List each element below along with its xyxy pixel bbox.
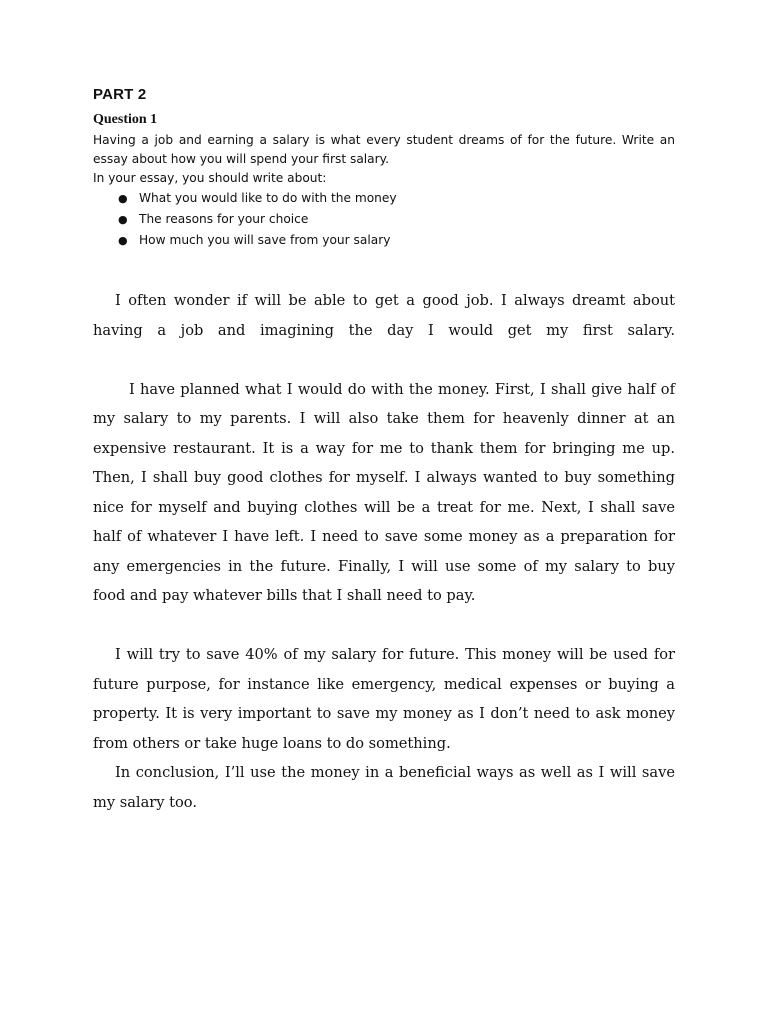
essay-paragraph-saving: I will try to save 40% of my salary for future. This money will be used for future purpose, for instance like emergency, medical expenses or buying a property. It is very important to save my money as I don’t need to ask money from others or take huge loans to do something. [93, 646, 675, 752]
essay-paragraph-spending: I have planned what I would do with the money. First, I shall give half of my salary to my parents. I will also take them for heavenly dinner at an expensive restaurant. It is a way for me to thank them for bringing me up. Then, I shall buy good clothes for myself. I always wanted to buy something nice for myself and buying clothes will be a treat for me. Next, I shall save half of whatever I have left. I need to save some money as a preparation for any emergencies in the future. Finally, I will use some of my salary to buy food and pay whatever bills that I shall need to pay. [93, 380, 675, 604]
bullet-text: How much you will save from your salary [139, 233, 391, 247]
essay-paragraph-conclusion: In conclusion, I’ll use the money in a beneficial ways as well as I will save my salary too. [93, 764, 675, 811]
bullet-icon: ● [118, 234, 128, 247]
essay-paragraph-introduction: I often wonder if will be able to get a good job. I always dreamt about having a job and imagining the day I would get my first salary. [93, 292, 675, 339]
bullet-text: The reasons for your choice [139, 212, 309, 226]
question-heading: Question 1 [93, 112, 158, 127]
prompt-intro: Having a job and earning a salary is what every student dreams of for the future. Write an essay about how you will spend your first salary. [93, 133, 675, 166]
list-item [93, 188, 397, 209]
essay-body [93, 286, 675, 817]
list-item [93, 230, 397, 251]
bullet-text: What you would like to do with the money [139, 191, 397, 205]
list-item [93, 209, 397, 230]
prompt-lead: In your essay, you should write about: [93, 171, 327, 185]
part-heading: PART 2 [93, 86, 147, 103]
question-prompt [93, 131, 675, 188]
bullet-icon: ● [118, 213, 128, 226]
prompt-bullet-list [93, 188, 397, 251]
bullet-icon: ● [118, 192, 128, 205]
